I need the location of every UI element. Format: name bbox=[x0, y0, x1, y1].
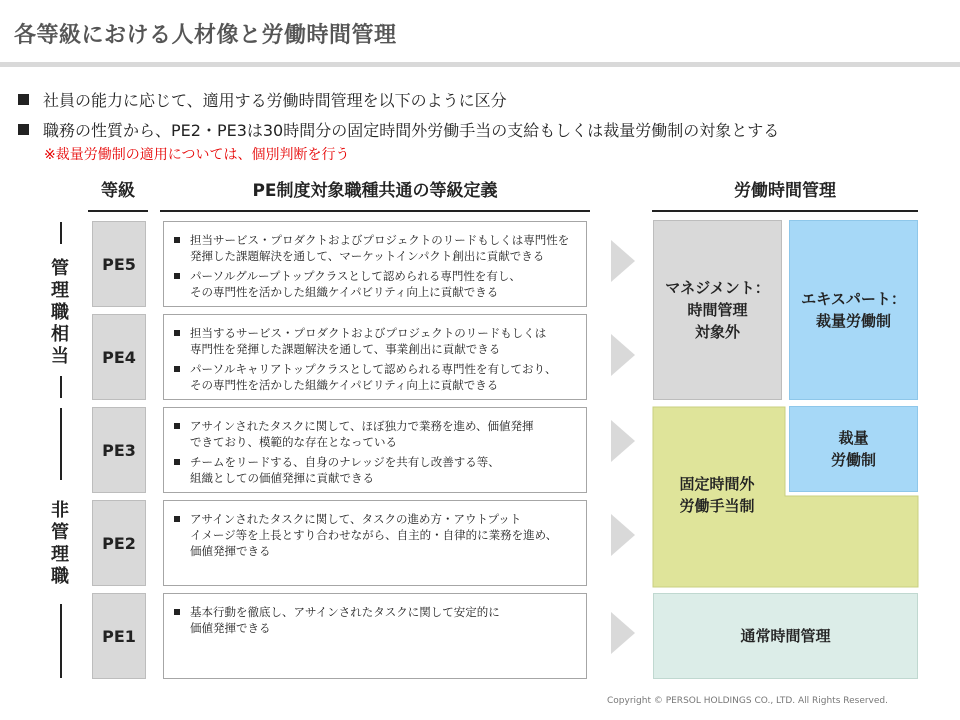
grade-pe2: PE2 bbox=[92, 500, 146, 586]
page-title: 各等級における人材像と労働時間管理 bbox=[14, 23, 397, 48]
management-exempt-box: マネジメント： 時間管理 対象外 bbox=[653, 220, 782, 400]
grade-pe4: PE4 bbox=[92, 314, 146, 400]
header-grade: 等級 bbox=[88, 178, 148, 212]
chevron-right-icon bbox=[611, 240, 635, 282]
definition-item: パーソルグループトップクラスとして認められる専門性を有し、 その専門性を活かした組織ケイパビリティ向上に貢献できる bbox=[174, 268, 580, 300]
bullet-square-icon bbox=[174, 366, 180, 372]
chevron-right-icon bbox=[611, 420, 635, 462]
grade-pe3: PE3 bbox=[92, 407, 146, 493]
bullet-square-icon bbox=[18, 94, 29, 105]
header-definition: PE制度対象職種共通の等級定義 bbox=[160, 178, 590, 212]
bullet-square-icon bbox=[174, 459, 180, 465]
definition-pe1 bbox=[163, 593, 587, 679]
bullet-square-icon bbox=[174, 330, 180, 336]
side-bracket-bottom bbox=[60, 376, 62, 398]
grade-pe5: PE5 bbox=[92, 221, 146, 307]
definition-item: アサインされたタスクに関して、タスクの進め方・アウトプット イメージ等を上長とすり合わせながら、自主的・自律的に業務を進め、 価値発揮できる bbox=[174, 511, 580, 559]
bullet-square-icon bbox=[174, 516, 180, 522]
definition-pe3 bbox=[163, 407, 587, 493]
note-text: ※裁量労働制の適用については、個別判断を行う bbox=[44, 147, 350, 163]
bullet-square-icon bbox=[174, 423, 180, 429]
grade-pe1: PE1 bbox=[92, 593, 146, 679]
definition-item: パーソルキャリアトップクラスとして認められる専門性を有しており、 その専門性を活かした組織ケイパビリティ向上に貢献できる bbox=[174, 361, 580, 393]
side-bracket-top bbox=[60, 222, 62, 244]
copyright-footer: Copyright © PERSOL HOLDINGS CO., LTD. All Rights Reserved. bbox=[607, 696, 888, 706]
definition-item: 基本行動を徹底し、アサインされたタスクに関して安定的に 価値発揮できる bbox=[174, 604, 580, 636]
definition-item: アサインされたタスクに関して、ほぼ独力で業務を進め、価値発揮 できており、模範的な存在となっている bbox=[174, 418, 580, 450]
header-management: 労働時間管理 bbox=[652, 178, 918, 212]
side-label-non-managerial: 非管理職 bbox=[51, 500, 69, 587]
title-divider bbox=[0, 62, 960, 67]
bullet-2 bbox=[18, 118, 779, 141]
bullet-square-icon bbox=[18, 124, 29, 135]
definition-item: 担当するサービス・プロダクトおよびプロジェクトのリードもしくは 専門性を発揮した課題解決を通して、事業創出に貢献できる bbox=[174, 325, 580, 357]
definition-item: 担当サービス・プロダクトおよびプロジェクトのリードもしくは専門性を 発揮した課題解決を通して、マーケットインパクト創出に貢献できる bbox=[174, 232, 580, 264]
expert-discretionary-box: エキスパート： 裁量労働制 bbox=[789, 220, 918, 400]
discretionary-box: 裁量 労働制 bbox=[789, 406, 918, 492]
chevron-right-icon bbox=[611, 612, 635, 654]
bullet-square-icon bbox=[174, 609, 180, 615]
chevron-right-icon bbox=[611, 514, 635, 556]
definition-item: チームをリードする、自身のナレッジを共有し改善する等、 組織としての価値発揮に貢献できる bbox=[174, 454, 580, 486]
definition-pe5 bbox=[163, 221, 587, 307]
chevron-right-icon bbox=[611, 334, 635, 376]
definition-pe2 bbox=[163, 500, 587, 586]
bullet-square-icon bbox=[174, 273, 180, 279]
bullet-1-text: 社員の能力に応じて、適用する労働時間管理を以下のように区分 bbox=[43, 91, 507, 110]
bullet-2-text: 職務の性質から、PE2・PE3は30時間分の固定時間外労働手当の支給もしくは裁量労働制の対象とする bbox=[43, 121, 780, 140]
bullet-1 bbox=[18, 88, 507, 111]
normal-time-management-box: 通常時間管理 bbox=[653, 593, 918, 679]
side-bracket-bottom bbox=[60, 604, 62, 678]
bullet-square-icon bbox=[174, 237, 180, 243]
fixed-overtime-label: 固定時間外 労働手当制 bbox=[679, 475, 755, 515]
definition-pe4 bbox=[163, 314, 587, 400]
side-label-managerial: 管理職相当 bbox=[51, 258, 69, 367]
side-bracket-top bbox=[60, 408, 62, 480]
